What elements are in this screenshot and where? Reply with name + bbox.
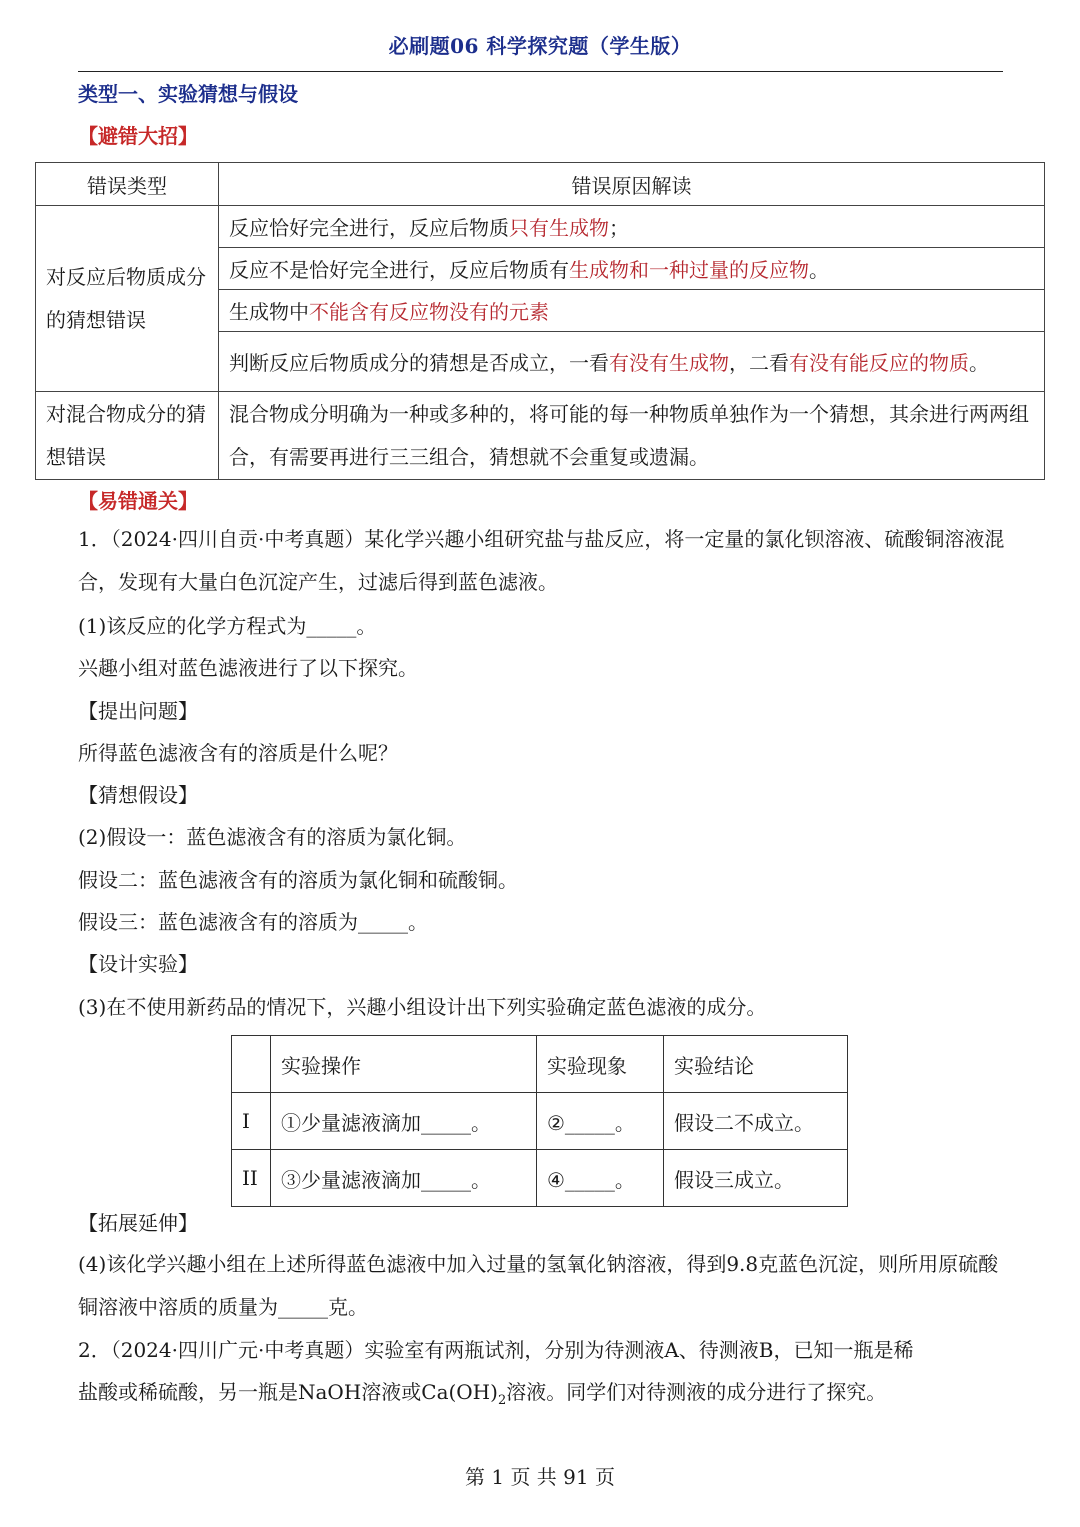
- exp-header-phenomenon: 实验现象: [537, 1036, 664, 1093]
- q1-heading-extend: 【拓展延伸】: [78, 1211, 198, 1235]
- table-row: [232, 1093, 848, 1150]
- q1-text: 兴趣小组对蓝色滤液进行了以下探究。: [78, 656, 418, 680]
- exp-row-label: II: [232, 1150, 271, 1207]
- section-heading: 类型一、实验猜想与假设: [78, 82, 298, 106]
- reason-row-2: 反应不是恰好完全进行，反应后物质有生成物和一种过量的反应物。: [219, 248, 1045, 290]
- q1-question: 所得蓝色滤液含有的溶质是什么呢？: [78, 741, 398, 765]
- exp-phenomenon-cell: ②_____。: [537, 1093, 664, 1150]
- table-header-reason: 错误原因解读: [219, 163, 1045, 206]
- q1-heading-design: 【设计实验】: [78, 952, 198, 976]
- reason-row-4: 判断反应后物质成分的猜想是否成立，一看有没有生成物，二看有没有能反应的物质。: [219, 332, 1045, 392]
- table-header-type: 错误类型: [36, 163, 219, 206]
- q2-line-1: 2．（2024·四川广元·中考真题）实验室有两瓶试剂，分别为待测液A、待测液B，已知一瓶是稀: [78, 1338, 914, 1362]
- page-footer: 第 1 页 共 91 页: [465, 1465, 615, 1489]
- q1-hypothesis-1: (2)假设一：蓝色滤液含有的溶质为氯化铜。: [78, 825, 467, 849]
- error-type-cell-2: 对混合物成分的猜想错误: [36, 392, 219, 480]
- exp-row-label: I: [232, 1093, 271, 1150]
- q1-extend: (4)该化学兴趣小组在上述所得蓝色滤液中加入过量的氢氧化钠溶液，得到9.8克蓝色沉淀，则所用原硫酸铜溶液中溶质的质量为_____克。: [78, 1252, 999, 1319]
- reason-row-3: 生成物中不能含有反应物没有的元素: [219, 290, 1045, 332]
- exp-header-operation: 实验操作: [271, 1036, 537, 1093]
- q1-heading-hypothesis: 【猜想假设】: [78, 783, 198, 807]
- experiment-table: [231, 1035, 848, 1207]
- table-row: [232, 1150, 848, 1207]
- exp-conclusion-cell: 假设二不成立。: [664, 1093, 848, 1150]
- reason-row-5: 混合物成分明确为一种或多种的，将可能的每一种物质单独作为一个猜想，其余进行两两组合，有需要再进行三三组合，猜想就不会重复或遗漏。: [219, 392, 1045, 480]
- document-title: 必刷题06 科学探究题（学生版）: [388, 34, 692, 58]
- tips-label: 【避错大招】: [78, 124, 198, 148]
- exp-header-blank: [232, 1036, 271, 1093]
- exp-phenomenon-cell: ④_____。: [537, 1150, 664, 1207]
- exp-header-conclusion: 实验结论: [664, 1036, 848, 1093]
- q1-hypothesis-3: 假设三：蓝色滤液含有的溶质为_____。: [78, 910, 428, 934]
- q1-intro: 1．（2024·四川自贡·中考真题）某化学兴趣小组研究盐与盐反应，将一定量的氯化钡溶液、硫酸铜溶液混合，发现有大量白色沉淀产生，过滤后得到蓝色滤液。: [78, 527, 1005, 594]
- error-type-cell-1: 对反应后物质成分的猜想错误: [36, 206, 219, 392]
- pass-label: 【易错通关】: [78, 489, 198, 513]
- q1-hypothesis-2: 假设二：蓝色滤液含有的溶质为氯化铜和硫酸铜。: [78, 868, 518, 892]
- q1-design: (3)在不使用新药品的情况下，兴趣小组设计出下列实验确定蓝色滤液的成分。: [78, 995, 767, 1019]
- exp-operation-cell: ①少量滤液滴加_____。: [271, 1093, 537, 1150]
- reason-row-1: 反应恰好完全进行，反应后物质只有生成物；: [219, 206, 1045, 248]
- error-table: [35, 162, 1045, 480]
- title-divider: [78, 71, 1003, 72]
- q1-part1: (1)该反应的化学方程式为_____。: [78, 614, 377, 638]
- exp-conclusion-cell: 假设三成立。: [664, 1150, 848, 1207]
- q1-heading-question: 【提出问题】: [78, 699, 198, 723]
- q2-line-2: 盐酸或稀硫酸，另一瓶是NaOH溶液或$Ca(OH)_2$溶液。同学们对待测液的成分进行了探究。: [78, 1380, 887, 1408]
- exp-operation-cell: ③少量滤液滴加_____。: [271, 1150, 537, 1207]
